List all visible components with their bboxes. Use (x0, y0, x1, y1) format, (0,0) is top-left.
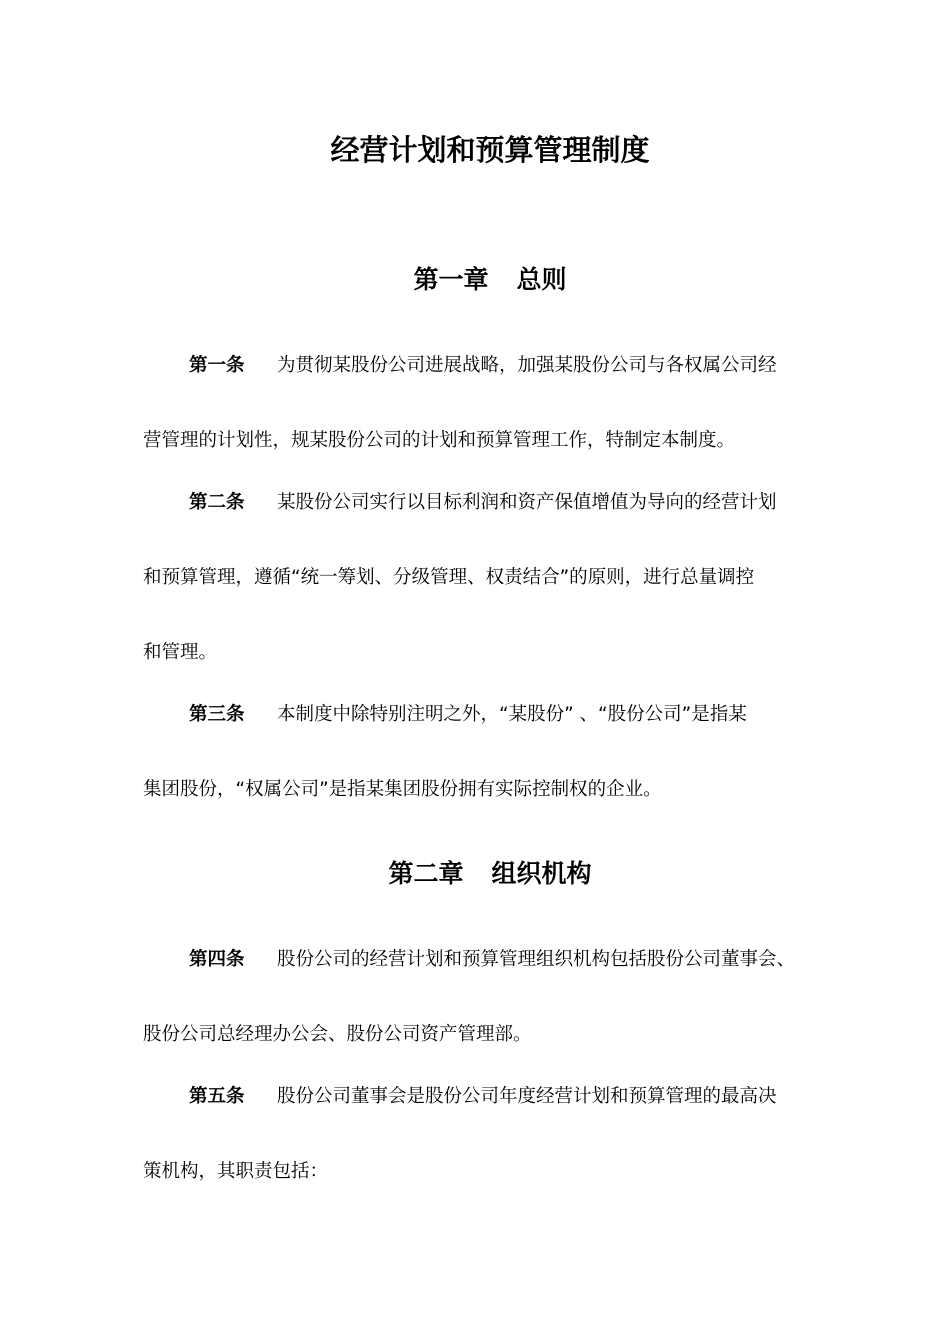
article-1-line-1 (189, 351, 777, 381)
article-text: 本制度中除特别注明之外，“某股份” 、“股份公司”是指某 (277, 704, 747, 725)
article-label: 第四条 (189, 949, 245, 970)
article-label: 第五条 (189, 1086, 245, 1107)
chapter-name: 总则 (516, 265, 567, 294)
article-text: 某股份公司实行以目标利润和资产保值增值为导向的经营计划 (277, 492, 777, 513)
article-label: 第二条 (189, 492, 245, 513)
chapter-label: 第二章 (388, 859, 464, 888)
article-5-line-1 (189, 1082, 777, 1112)
article-text: 股份公司董事会是股份公司年度经营计划和预算管理的最高决 (277, 1086, 777, 1107)
article-2-line-2: 和预算管理，遵循“统一筹划、分级管理、权责结合”的原则，进行总量调控 (143, 567, 755, 588)
article-2-line-1 (189, 488, 777, 518)
article-5-line-2: 策机构，其职责包括： (143, 1161, 329, 1182)
article-text: 为贯彻某股份公司进展战略，加强某股份公司与各权属公司经 (277, 355, 777, 376)
article-2-line-3: 和管理。 (143, 642, 218, 663)
article-label: 第三条 (189, 704, 245, 725)
article-label: 第一条 (189, 355, 245, 376)
article-text: 股份公司的经营计划和预算管理组织机构包括股份公司董事会、 (277, 949, 796, 970)
chapter-label: 第一章 (413, 265, 489, 294)
article-3-line-2: 集团股份，“权属公司”是指某集团股份拥有实际控制权的企业。 (143, 779, 662, 800)
chapter-name: 组织机构 (491, 859, 592, 888)
article-4-line-2: 股份公司总经理办公会、股份公司资产管理部。 (143, 1024, 532, 1045)
document-title: 经营计划和预算管理制度 (330, 133, 650, 167)
chapter-heading-1 (0, 262, 950, 298)
chapter-heading-2 (0, 856, 950, 892)
article-1-line-2: 营管理的计划性，规某股份公司的计划和预算管理工作，特制定本制度。 (143, 430, 736, 451)
article-4-line-1 (189, 945, 795, 975)
article-3-line-1 (189, 700, 747, 730)
